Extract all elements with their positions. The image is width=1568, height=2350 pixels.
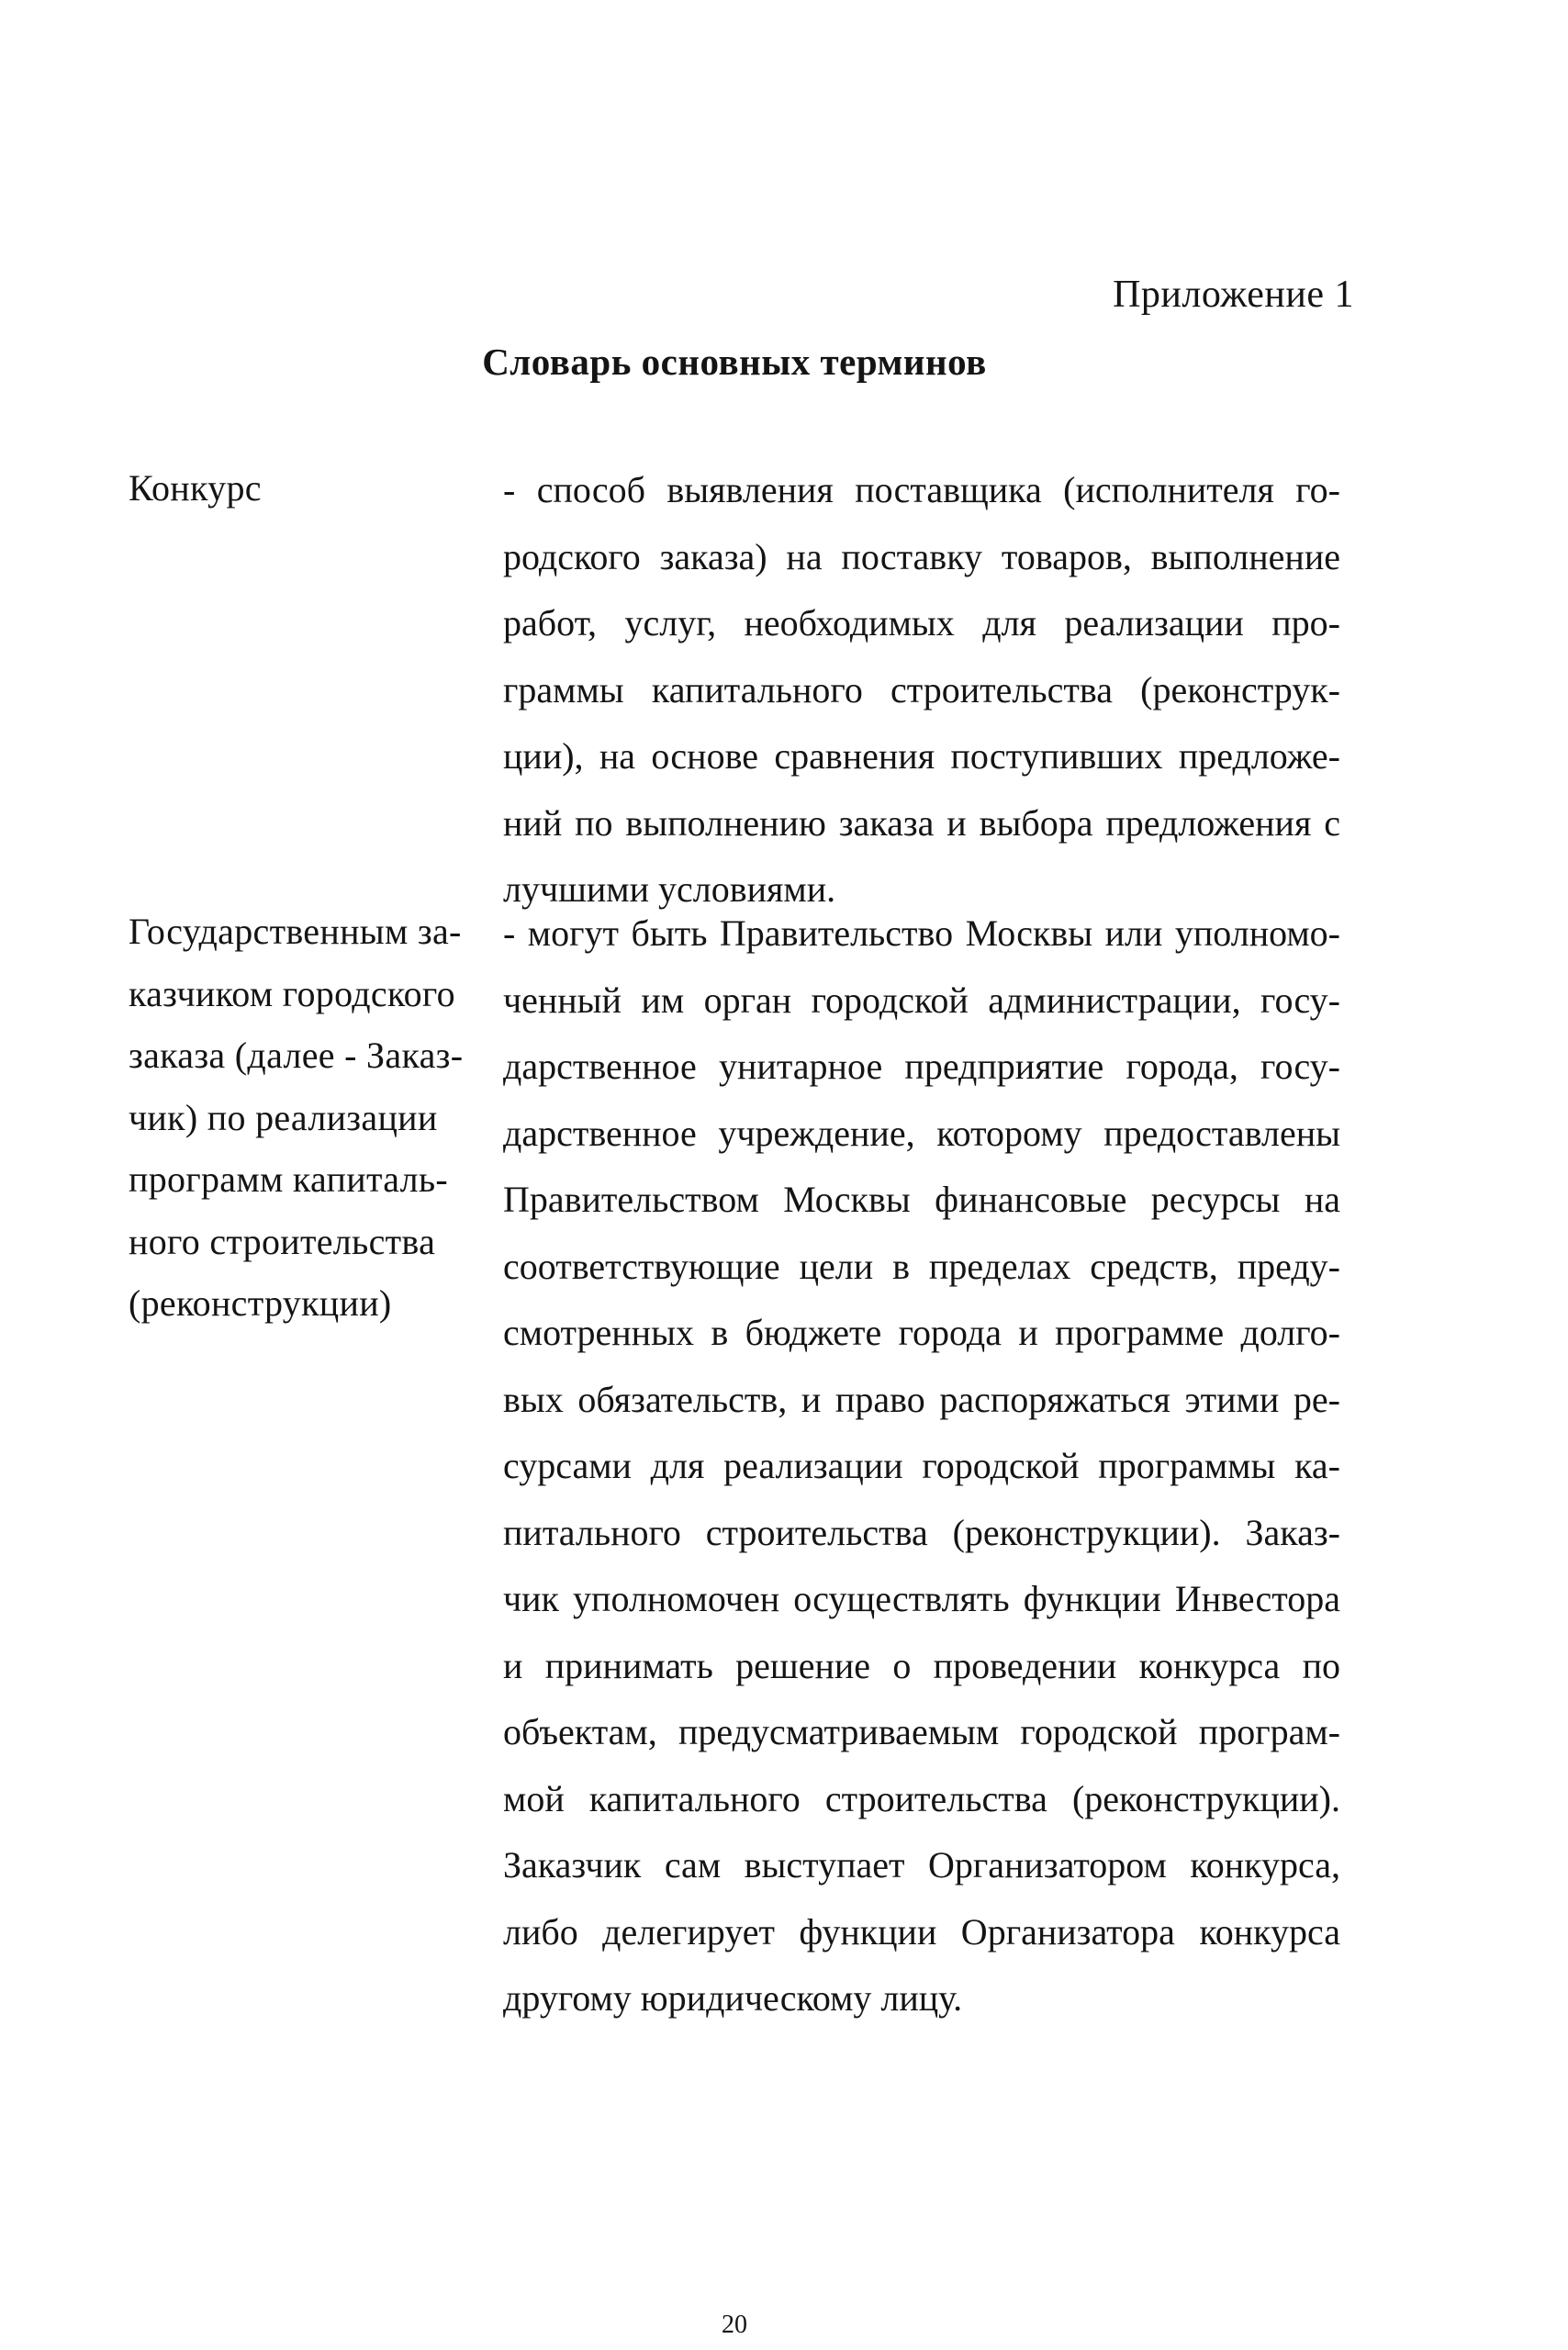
term-line: (реконструкции) [129, 1282, 392, 1324]
definition-line: работ, услуг, необходимых для реализации про- [503, 602, 1340, 643]
term-line: заказа (далее - Заказ- [129, 1035, 464, 1076]
definition-line: - могут быть Правительство Москвы или уполномо- [503, 912, 1340, 954]
definition-line: граммы капитального строительства (реконструк- [503, 668, 1340, 711]
definition-line: питального строительства (реконструкции). Заказ- [503, 1511, 1340, 1553]
definition-line: Правительством Москвы финансовые ресурсы на [503, 1179, 1340, 1220]
definition-line: сурсами для реализации городской программы ка- [503, 1445, 1340, 1486]
definition-line: ний по выполнению заказа и выбора предложения с [503, 801, 1340, 844]
definition-line: ции), на основе сравнения поступивших предложе- [503, 735, 1340, 777]
page-title: Словарь основных терминов [482, 341, 987, 383]
glossary-definition [503, 457, 1340, 923]
definition-line: и принимать решение о проведении конкурса по [503, 1644, 1340, 1686]
definition-line: дарственное учреждение, которому предоставлены [503, 1112, 1340, 1154]
definition-line: - способ выявления поставщика (исполнителя го- [503, 469, 1340, 510]
definition-line: лучшими условиями. [503, 868, 836, 910]
definition-line: чик уполномочен осуществлять функции Инвестора [503, 1578, 1340, 1619]
definition-line: объектам, предусматриваемым городской програм- [503, 1711, 1340, 1752]
term-line: программ капиталь- [129, 1158, 449, 1200]
term-line: Конкурс [129, 467, 262, 509]
definition-line: смотренных в бюджете города и программе долго- [503, 1312, 1340, 1353]
glossary-definition [503, 901, 1340, 2032]
definition-line: соответствующие цели в пределах средств, преду- [503, 1245, 1340, 1287]
definition-line: вых обязательств, и право распоряжаться этими ре- [503, 1378, 1340, 1420]
page-number: 20 [722, 2311, 747, 2339]
definition-line: Заказчик сам выступает Организатором конкурса, [503, 1844, 1340, 1886]
definition-line: родского заказа) на поставку товаров, выполнение [503, 535, 1340, 577]
term-line: ного строительства [129, 1220, 436, 1262]
term-line: Государственным за- [129, 911, 462, 952]
definition-line: другому юридическому лицу. [503, 1977, 963, 2019]
glossary-term [129, 901, 496, 1335]
glossary-term [129, 457, 496, 520]
term-line: чик) по реализации [129, 1096, 438, 1138]
definition-line: ченный им орган городской администрации, госу- [503, 979, 1340, 1021]
appendix-label: Приложение 1 [1113, 274, 1354, 316]
definition-line: мой капитального строительства (реконструкции). [503, 1777, 1340, 1819]
definition-line: либо делегирует функции Организатора конкурса [503, 1910, 1340, 1953]
definition-line: дарственное унитарное предприятие города, госу- [503, 1046, 1340, 1087]
term-line: казчиком городского [129, 972, 455, 1014]
